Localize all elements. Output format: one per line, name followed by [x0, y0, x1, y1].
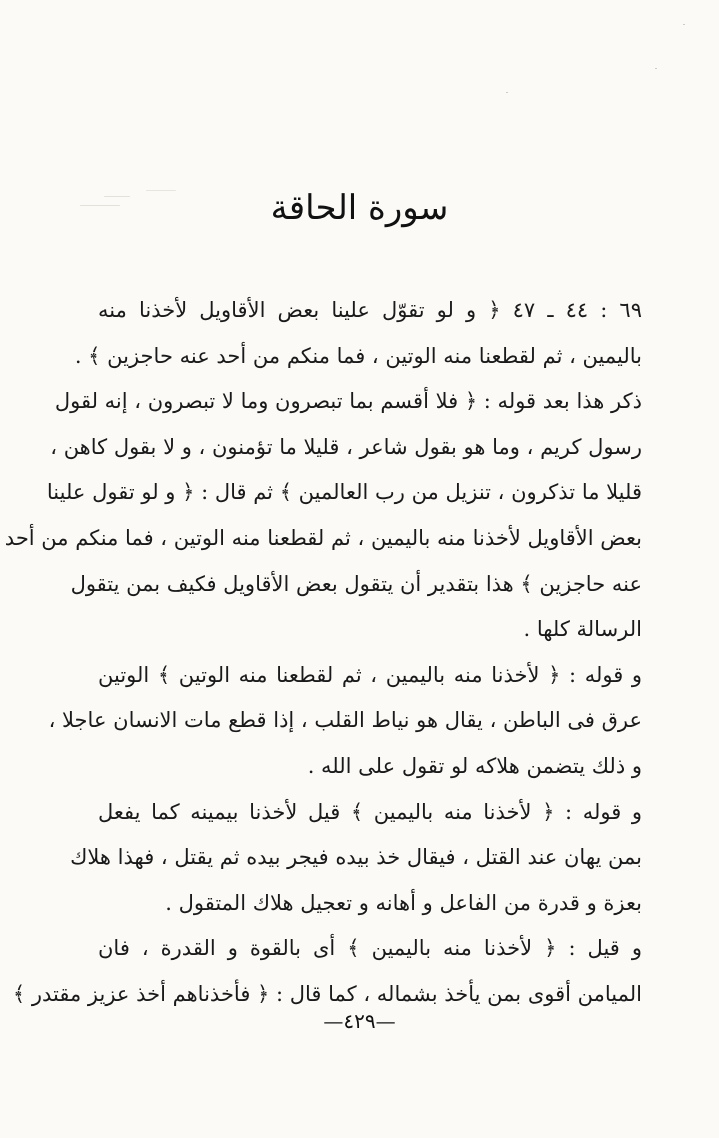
text-line: الرسالة كلها . — [523, 617, 642, 642]
text-line: ٦٩ : ٤٤ ـ ٤٧ ﴿ و لو تقوّل علينا بعض الأقاويل لأخذنا منه — [98, 298, 642, 322]
scan-speck — [506, 92, 508, 93]
text-line: قليلا ما تذكرون ، تنزيل من رب العالمين ﴾ ثم قال : ﴿ و لو تقول علينا — [46, 480, 642, 505]
text-line: و قوله : ﴿ لأخذنا منه باليمين ﴾ قيل لأخذنا بيمينه كما يفعل — [98, 799, 642, 824]
text-line: عنه حاجزين ﴾ هذا بتقدير أن يتقول بعض الأقاويل فكيف بمن يتقول — [70, 571, 642, 596]
text-line: بمن يهان عند القتل ، فيقال خذ بيده فيجر بيده ثم يقتل ، فهذا هلاك — [70, 845, 642, 870]
text-line: بعزة و قدرة من الفاعل و أهانه و تعجيل هلاك المتقول . — [165, 890, 642, 915]
text-line: عرق فى الباطن ، يقال هو نياط القلب ، إذا قطع مات الانسان عاجلا ، — [48, 708, 642, 733]
text-line: و ذلك يتضمن هلاكه لو تقول على الله . — [307, 753, 642, 778]
text-line: ذكر هذا بعد قوله : ﴿ فلا أقسم بما تبصرون وما لا تبصرون ، إنه لقول — [54, 389, 642, 414]
text-line: بعض الأقاويل لأخذنا منه باليمين ، ثم لقطعنا منه الوتين ، فما منكم من أحد — [4, 525, 642, 550]
text-line: باليمين ، ثم لقطعنا منه الوتين ، فما منكم من أحد عنه حاجزين ﴾ . — [74, 343, 642, 368]
scan-speck — [683, 24, 685, 25]
page-title: سورة الحاقة — [270, 188, 449, 228]
body-text — [4, 288, 642, 1018]
text-line: الميامن أقوى بمن يأخذ بشماله ، كما قال : ﴿ فأخذناهم أخذ عزيز مقتدر ﴾ — [12, 981, 642, 1006]
scan-speck — [655, 68, 657, 69]
page-number: —٤٢٩— — [323, 1009, 396, 1033]
text-line: و قيل : ﴿ لأخذنا منه باليمين ﴾ أى بالقوة و القدرة ، فان — [98, 936, 642, 961]
text-line: رسول كريم ، وما هو بقول شاعر ، قليلا ما تؤمنون ، و لا بقول كاهن ، — [50, 434, 642, 459]
text-line: و قوله : ﴿ لأخذنا منه باليمين ، ثم لقطعنا منه الوتين ﴾ الوتين — [98, 662, 642, 687]
